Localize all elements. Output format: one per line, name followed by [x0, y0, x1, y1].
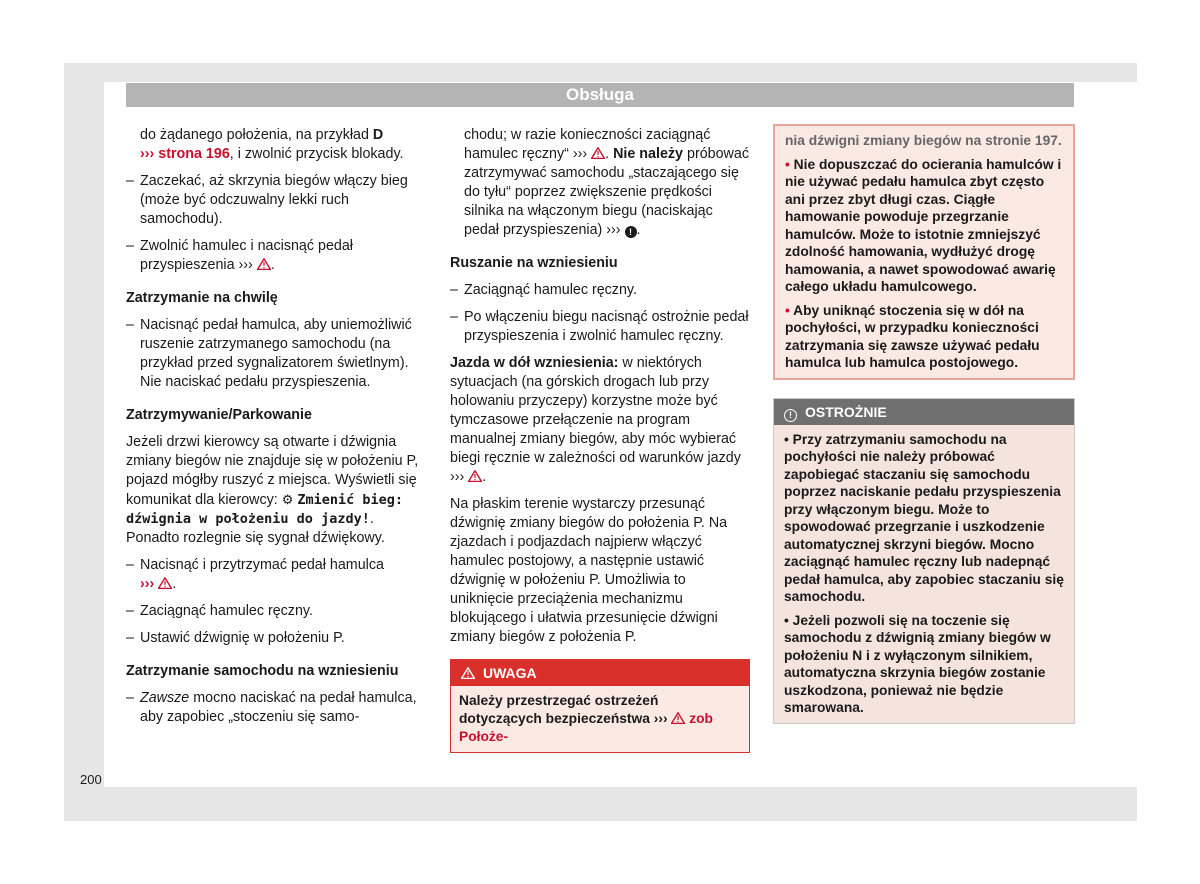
warning-triangle-icon [461, 667, 475, 679]
bullet: • [784, 431, 793, 447]
section-heading: Zatrzymywanie/Parkowanie [126, 407, 312, 423]
continued-text: nia dźwigni zmiany biegów na stronie 197. [785, 133, 1062, 148]
list-item [126, 172, 426, 229]
list-item-text: Aby uniknąć stoczenia się w dół na pochyłości, w przypadku konieczności zatrzymania się zawsze używać pedału hamulca lub hamulca postojowego. [785, 302, 1040, 370]
section-heading: Zatrzymanie na chwilę [126, 290, 278, 306]
caution-box-body [774, 425, 1074, 723]
column-3 [773, 124, 1075, 724]
section-header: Obsługa [126, 83, 1074, 107]
list-item: – Nacisnąć i przytrzymać pedał hamulca ››› . [126, 556, 426, 594]
list-item-text: Nacisnąć pedał hamulca, aby uniemożliwić ruszenie zatrzymanego samochodu (na przykład przed sygnalizatorem świetlnym). Nie naciskać pedału przyspieszenia. [140, 317, 412, 390]
list-item [126, 602, 426, 621]
list-item [126, 629, 426, 648]
list-item-text: Zaczekać, aż skrzynia biegów włączy bieg (może być odczuwalny lekki ruch samochodu). [140, 173, 408, 227]
info-circle-icon: ! [784, 409, 797, 422]
paragraph: chodu; w razie konieczności zaciągnąć hamulec ręczny“ ››› . Nie należy próbować zatrzymywać samochodu „staczającego się do tyłu“ poprzez zwiększenie prędkości silnika na włączonym biegu (naciskając pedał przyspieszenia) ››› ! . [464, 127, 749, 238]
bullet: • [785, 156, 794, 172]
warning-triangle-icon[interactable] [257, 258, 271, 270]
caution-box-title: OSTROŻNIE [805, 403, 887, 420]
reference-arrows[interactable]: ››› [140, 576, 155, 592]
caution-box-header [774, 399, 1074, 425]
page-link[interactable]: ››› strona 196 [140, 146, 230, 162]
page-number: 200 [80, 772, 102, 787]
text: Jeżeli drzwi kierowcy są otwarte i dźwignia zmiany biegów nie znajduje się w położeniu P, pojazd mógłby ruszyć z miejsca. Wyświetli się komunikat dla kierowcy: [126, 434, 419, 508]
warning-box-header [451, 660, 749, 686]
list-item [785, 156, 1065, 296]
text: . Ponadto rozlegnie się sygnał dźwiękowy. [126, 511, 385, 546]
text: w niektórych sytuacjach (na górskich drogach lub przy holowaniu przyczepy) korzystne może być tymczasowe przełączenie na program manualnej zmiany biegów, aby móc wybierać biegi ręcznie w zależności od warunków jazdy ››› [450, 355, 741, 485]
list-item-text: Nie dopuszczać do ocierania hamulców i nie używać pedału hamulca zbyt często ani przez zbyt długi czas. Ciągłe hamowanie powoduje przegrzanie hamulców. Może to istotnie zmniejszyć zdolność hamowania, wydłużyć drogę hamowania, a nawet spowodować awarię całego układu hamulcowego. [785, 156, 1062, 294]
page-link[interactable]: zob Położe- [459, 711, 713, 744]
list-item [784, 431, 1066, 606]
bullet: • [785, 302, 794, 318]
driver-message: Zmienić bieg: dźwignia w położeniu do jazdy! [126, 492, 404, 527]
list-item [784, 612, 1066, 717]
gear-warning-icon: ⚙ [281, 492, 294, 507]
list-item [785, 302, 1065, 372]
warning-box [450, 659, 750, 753]
list-item-text: Zwolnić hamulec i nacisnąć pedał przyspieszenia ››› [140, 238, 353, 273]
warning-triangle-icon[interactable] [671, 712, 685, 724]
warning-triangle-icon[interactable] [158, 577, 172, 589]
list-item-text: Przy zatrzymaniu samochodu na pochyłości nie należy próbować zapobiegać staczaniu się samochodu poprzez naciskanie pedału przyspieszenia przy włączonym biegu. Może to spowodować przegrzanie i uszkodzenie automatycznej skrzyni biegów. Mocno zaciągnąć hamulec ręczny lub nadepnąć pedał hamulca, aby zapobiec staczaniu się samochodu. [784, 431, 1064, 604]
paragraph: Na płaskim terenie wystarczy przesunąć dźwignię zmiany biegów do położenia P. Na zjazdach i podjazdach najpierw włączyć hamulec postojowy, a następnie ustawić dźwignię w położeniu P. Umożliwia to uniknięcie przeciążenia mechanizmu blokującego i ułatwia przesunięcie dźwigni zmiany biegów z położenia P. [450, 496, 728, 645]
paragraph: Jazda w dół wzniesienia: w niektórych sytuacjach (na górskich drogach lub przy holowaniu przyczepy) korzystne może być tymczasowe przełączenie na program manualnej zmiany biegów, aby móc wybierać biegi ręcznie w zależności od warunków jazdy ››› . [450, 355, 741, 485]
emphasis: Zawsze [140, 690, 190, 706]
list-item-text: Ustawić dźwignię w położeniu P. [140, 630, 345, 646]
list-item [450, 308, 750, 346]
text: do żądanego położenia, na przykład [140, 127, 373, 143]
warning-box-body [451, 686, 749, 752]
column-2 [450, 126, 750, 753]
list-item-text: Po włączeniu biegu nacisnąć ostrożnie pedał przyspieszenia i zwolnić hamulec ręczny. [464, 309, 749, 344]
bullet: • [784, 612, 793, 628]
text: Należy przestrzegać ostrzeżeń dotyczących bezpieczeństwa ››› [459, 693, 668, 726]
list-item [126, 316, 426, 392]
list-item [450, 281, 750, 300]
text: , i zwolnić przycisk blokady. [229, 146, 404, 162]
list-item-text: Zaciągnąć hamulec ręczny. [140, 603, 313, 619]
list-item [126, 689, 426, 727]
text: chodu; w razie konieczności zaciągnąć hamulec ręczny“ ››› [464, 127, 711, 162]
list-item-text: Nacisnąć i przytrzymać pedał hamulca [140, 557, 384, 573]
list-item-text: Jeżeli pozwoli się na toczenie się samochodu z dźwignią zmiany biegów w położeniu N i z wyłączonym silnikiem, automatyczna skrzynia biegów zostanie uszkodzona, ponieważ nie będzie smarowana. [784, 612, 1051, 715]
section-heading: Ruszanie na wzniesieniu [450, 255, 618, 271]
list-item-text: mocno naciskać na pedał hamulca, aby zapobiec „stoczeniu się samo- [140, 690, 417, 725]
paragraph [126, 433, 426, 548]
text: próbować zatrzymywać samochodu „staczającego się do tyłu“ poprzez zwiększenie prędkości silnika na włączonym biegu (naciskając pedał przyspieszenia) ››› [464, 146, 749, 238]
section-heading: Zatrzymanie samochodu na wzniesieniu [126, 663, 399, 679]
list-item: – Zwolnić hamulec i nacisnąć pedał przyspieszenia ››› . [126, 237, 426, 275]
gear-position: D [372, 127, 384, 143]
caution-box [773, 398, 1075, 724]
warning-triangle-icon[interactable] [591, 147, 605, 159]
info-circle-icon[interactable]: ! [625, 226, 637, 238]
warning-box-continued [773, 124, 1075, 380]
warning-triangle-icon[interactable] [468, 470, 482, 482]
column-1 [126, 126, 426, 735]
list-item-text: Zaciągnąć hamulec ręczny. [464, 282, 637, 298]
run-in-heading: Jazda w dół wzniesienia: [450, 355, 619, 371]
warning-box-title: UWAGA [483, 665, 537, 681]
paragraph [126, 126, 426, 164]
emphasis: Nie należy [613, 146, 684, 162]
